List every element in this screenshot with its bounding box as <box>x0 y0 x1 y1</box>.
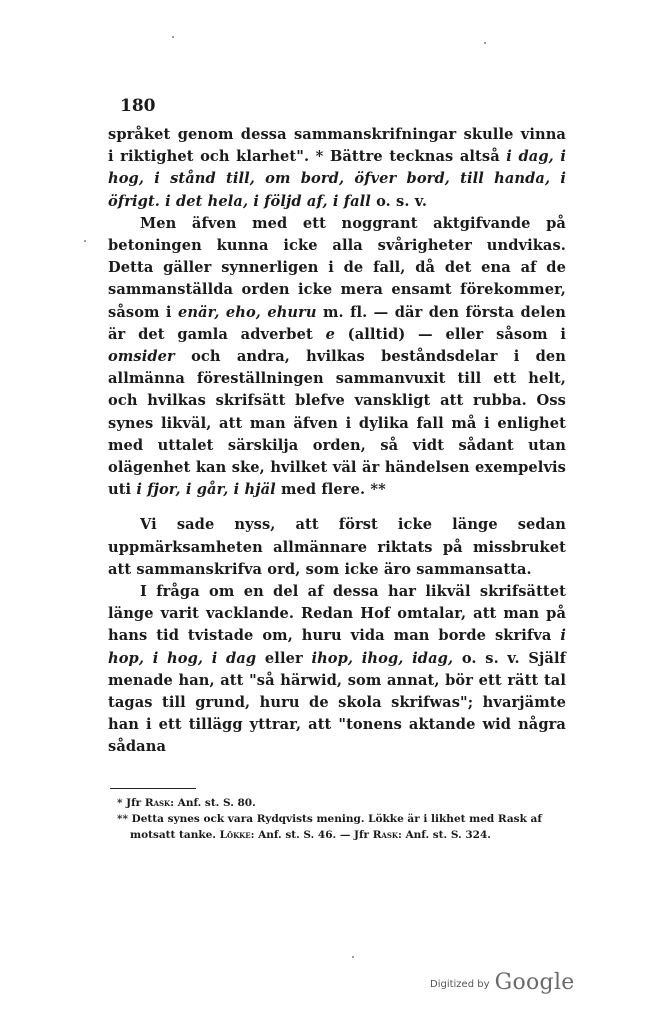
page-number: 180 <box>120 96 156 116</box>
scan-speck <box>484 42 486 44</box>
google-logo: Google <box>494 970 575 995</box>
paragraph: I fråga om en del af dessa har likväl skrifsättet länge varit vacklande. Redan Hof omtalar, att man på hans tid tvistade om, huru vida man borde skrifva i hop, i hog, i dag eller ihop, ihog, idag, o. s. v. Själf menade han, att "så härwid, som annat, bör ett rätt tal tagas till grund, huru de skola skrifwas"; hvarjämte han i ett tillägg yttrar, att "tonens aktande wid några sådana <box>108 583 566 756</box>
footnote-rule <box>110 788 196 789</box>
scan-speck <box>84 240 86 242</box>
footnote-1: * Jfr Rask: Anf. st. S. 80. <box>117 797 256 809</box>
scan-speck <box>352 956 354 958</box>
scan-speck <box>172 36 174 38</box>
body-text <box>108 124 566 759</box>
paragraph: Men äfven med ett noggrant aktgifvande på betoningen kunna icke alla svårigheter undvikas. Detta gäller synnerligen i de fall, då det ena af de sammanställda orden icke mera ensamt förekommer, såsom i enär, eho, ehuru m. fl. — där den första delen är det gamla adverbet e (alltid) — eller såsom i omsider och andra, hvilkas beståndsdelar i den allmänna föreställningen sammanvuxit till ett helt, och hvilkas skrifsätt blefve vanskligt att rubba. Oss synes likväl, att man äfven i dylika fall må i enlighet med uttalet särskilja orden, så vidt sådant utan olägenhet kan ske, hvilket väl är händelsen exempelvis uti i fjor, i går, i hjäl med flere. ** <box>108 214 567 499</box>
watermark-prefix: Digitized by <box>430 979 490 990</box>
footnote-2: ** Detta synes ock vara Rydqvists mening. Lökke är i likhet med Rask af motsatt tanke. Lökke: Anf. st. S. 46. — Jfr Rask: Anf. st. S. 324. <box>117 813 542 841</box>
digitized-by-google-watermark <box>430 970 575 995</box>
footnotes <box>108 795 566 843</box>
paragraph: Vi sade nyss, att först icke länge sedan uppmärksamheten allmännare riktats på missbruket att sammanskrifva ord, som icke äro sammansatta. <box>108 516 566 578</box>
paragraph: språket genom dessa sammanskrifningar skulle vinna i riktighet och klarhet". * Bättre tecknas altså i dag, i hog, i stånd till, om bord, öfver bord, till handa, i öfrigt. i det hela, i följd af, i fall o. s. v. <box>108 126 566 210</box>
